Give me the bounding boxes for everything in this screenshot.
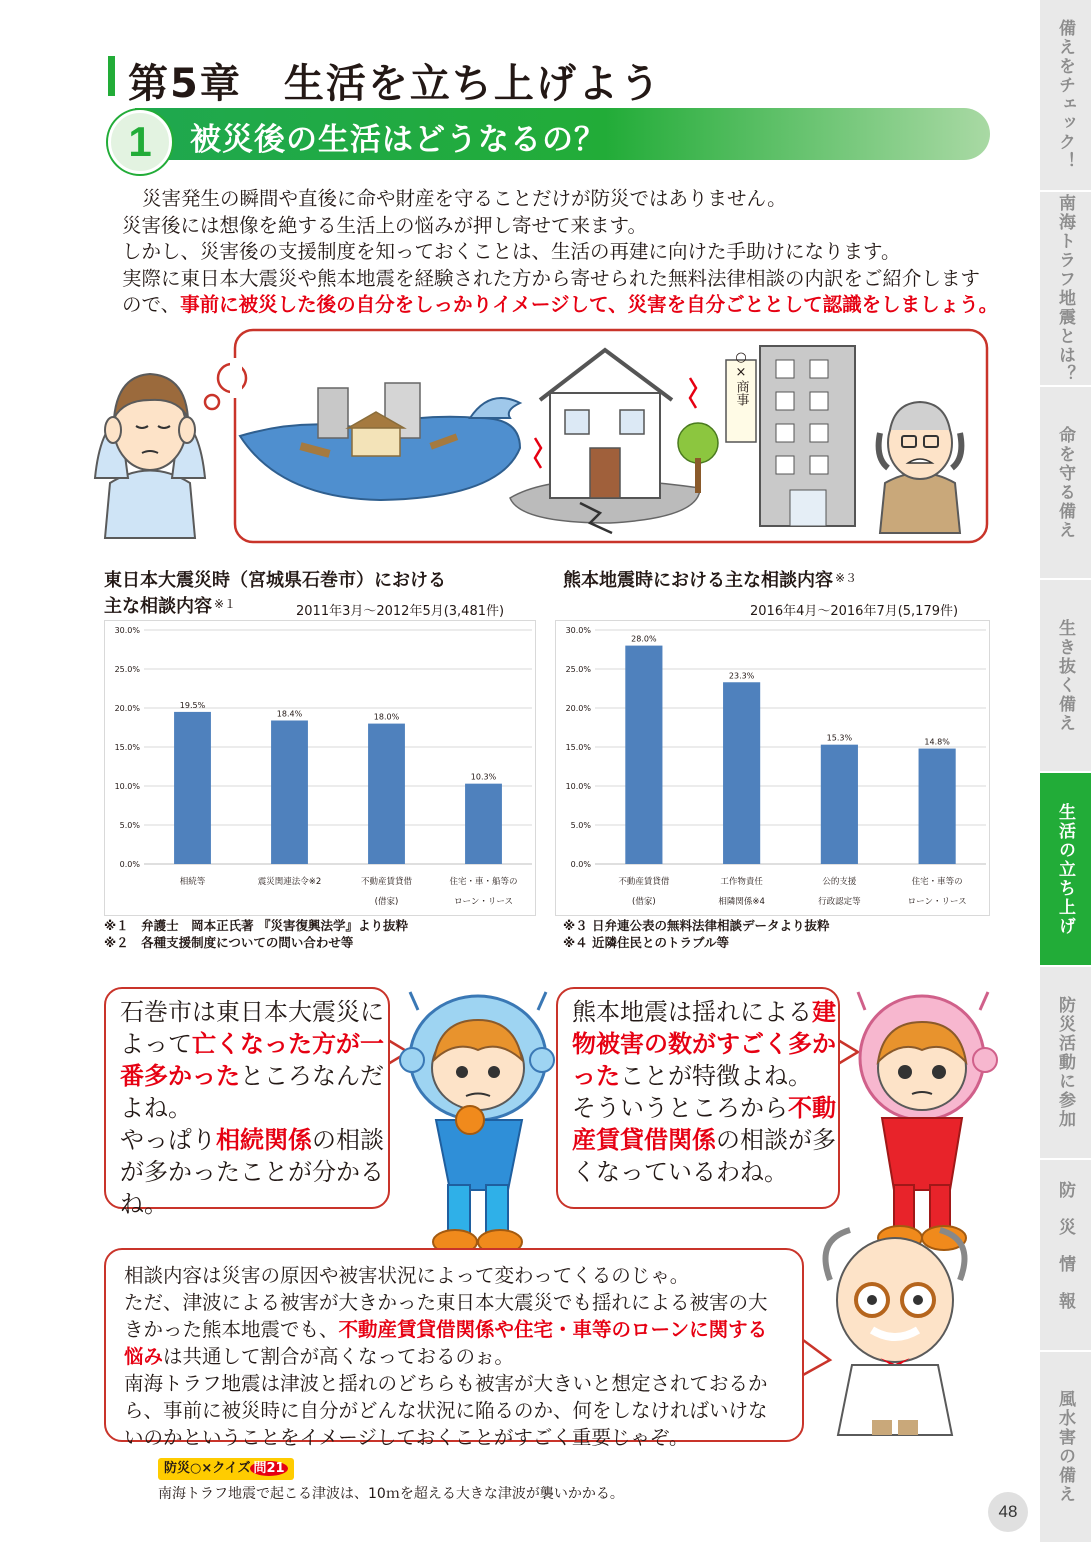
side-tab-information[interactable]: 防災情報 bbox=[1040, 1160, 1091, 1352]
chart1-period: 2011年3月～2012年5月(3,481件) bbox=[296, 604, 505, 619]
page-number: 48 bbox=[988, 1492, 1028, 1532]
x-category-label: 住宅・車等の bbox=[911, 877, 963, 887]
side-tab-activities[interactable]: 防災活動に参加 bbox=[1040, 967, 1091, 1160]
intro-line: 災害後には想像を絶する生活上の悩みが押し寄せて来ます。 bbox=[122, 213, 647, 237]
x-category-label-line2: (借家) bbox=[632, 897, 656, 907]
y-tick-label: 20.0% bbox=[114, 704, 140, 713]
side-tab-check[interactable]: 備えをチェック！ bbox=[1040, 0, 1091, 192]
x-category-label-line2: 行政認定等 bbox=[818, 897, 861, 907]
section-title: 被災後の生活はどうなるの？ bbox=[190, 122, 606, 158]
data-label: 10.3% bbox=[470, 772, 497, 782]
x-category-label: 不動産賃貸借 bbox=[360, 877, 413, 887]
y-tick-label: 15.0% bbox=[565, 743, 591, 752]
data-label: 23.3% bbox=[728, 671, 755, 681]
x-category-label: 不動産賃貸借 bbox=[618, 877, 670, 887]
chart1-title-line2: 主な相談内容 $^{※1}$ bbox=[104, 596, 237, 617]
chapter-accent-bar bbox=[108, 56, 115, 96]
side-index-tabs bbox=[1040, 0, 1091, 1544]
section-number-badge: 1 bbox=[108, 110, 172, 174]
y-tick-label: 20.0% bbox=[565, 704, 591, 713]
data-label: 28.0% bbox=[631, 634, 657, 644]
x-category-label-line2: (借家) bbox=[374, 897, 399, 907]
worried-man-illustration bbox=[95, 374, 205, 538]
footnotes-right bbox=[563, 917, 830, 951]
chart2-bar-chart bbox=[555, 620, 990, 916]
bar bbox=[821, 745, 858, 864]
side-tab-recovery[interactable]: 生活の立ち上げ bbox=[1040, 773, 1091, 967]
bar bbox=[465, 784, 502, 864]
side-tab-survive[interactable]: 生き抜く備え bbox=[1040, 580, 1091, 773]
intro-emphasis: 事前に被災した後の自分をしっかりイメージして、災害を自分ごととして認識をしましょう。 bbox=[180, 293, 999, 316]
quiz-question: 南海トラフ地震で起こる津波は、10ｍを超える大きな津波が襲いかかる。 bbox=[158, 1486, 624, 1502]
bar bbox=[174, 712, 211, 864]
chart2-title: 熊本地震時における主な相談内容 $^{※3}$ bbox=[563, 570, 858, 591]
girl-mascot-illustration bbox=[858, 992, 997, 1250]
x-category-label: 相続等 bbox=[179, 877, 206, 887]
intro-line: しかし、災害後の支援制度を知っておくことは、生活の再建に向けた手助けになります。 bbox=[122, 240, 901, 263]
bar bbox=[919, 749, 956, 864]
professor-illustration bbox=[826, 1230, 965, 1435]
x-category-label: 工作物責任 bbox=[720, 877, 763, 887]
girl-speech-text: 熊本地震は揺れによる建 物被害の数がすごく多か ったことが特徴よね。 そういうところから不動 産賃貸借関係の相談が多 くなっているわね。 bbox=[572, 998, 836, 1186]
intro-line: ので、事前に被災した後の自分をしっかりイメージして、災害を自分ごととして認識をしましょう。 bbox=[122, 293, 999, 316]
data-label: 18.4% bbox=[276, 709, 303, 719]
x-category-label-line2: ローン・リース bbox=[454, 897, 513, 907]
data-label: 14.8% bbox=[924, 737, 950, 747]
footnote: ※１ 弁護士 岡本正氏著 『災害復興法学』より抜粋 bbox=[104, 918, 409, 933]
x-category-label: 震災関連法令※2 bbox=[257, 877, 322, 887]
y-tick-label: 5.0% bbox=[119, 821, 140, 830]
chapter-title: 第5章 生活を立ち上げよう bbox=[128, 61, 662, 107]
side-tab-storm-flood[interactable]: 風水害の備え bbox=[1040, 1352, 1091, 1544]
intro-paragraph bbox=[122, 186, 1002, 319]
chart2-period: 2016年4月～2016年7月(5,179件) bbox=[750, 604, 959, 619]
data-label: 19.5% bbox=[179, 700, 206, 710]
footnote: ※２ 各種支援制度についての問い合わせ等 bbox=[104, 935, 354, 950]
bar bbox=[625, 646, 662, 864]
intro-line: 実際に東日本大震災や熊本地震を経験された方から寄せられた無料法律相談の内訳をご紹介します bbox=[122, 266, 981, 290]
bar bbox=[271, 720, 308, 864]
y-tick-label: 25.0% bbox=[565, 665, 591, 674]
y-tick-label: 25.0% bbox=[114, 665, 140, 674]
y-tick-label: 10.0% bbox=[565, 782, 591, 791]
quiz-label: 防災○×クイズ 問21 bbox=[158, 1458, 294, 1480]
y-tick-label: 30.0% bbox=[565, 626, 591, 635]
company-sign-text: ○×商事 bbox=[733, 350, 749, 406]
y-tick-label: 30.0% bbox=[114, 626, 140, 635]
chart-frame bbox=[105, 621, 536, 916]
intro-line: 災害発生の瞬間や直後に命や財産を守ることだけが防災ではありません。 bbox=[142, 187, 787, 210]
x-category-label: 公的支援 bbox=[822, 877, 857, 887]
side-tab-protect-life[interactable]: 命を守る備え bbox=[1040, 387, 1091, 580]
boy-speech-text: 石巻市は東日本大震災に よって亡くなった方が一 番多かったところなんだ よね。 やっぱり相続関係の相談 が多かったことが分かる ね。 bbox=[120, 998, 384, 1218]
professor-speech-text: 相談内容は災害の原因や被害状況によって変わってくるのじゃ。 ただ、津波による被害が大きかった東日本大震災でも揺れによる被害の大 きかった熊本地震でも、不動産賃貸借関係や住宅・車等のローンに関する 悩みは共通して割合が高くなっておるのぉ。 南海トラフ地震は津波と揺れのどちらも被害が大きいと想定されておるか ら、事前に被災時に自分がどんな状況に陥るのか、何をしなければいけな いのかということをイメージしておくことがすごく重要じゃぞ。 bbox=[124, 1264, 768, 1449]
y-tick-label: 0.0% bbox=[119, 860, 140, 869]
data-label: 15.3% bbox=[826, 733, 853, 743]
side-tab-nankai[interactable]: 南海トラフ地震とは？ bbox=[1040, 192, 1091, 387]
y-tick-label: 0.0% bbox=[570, 860, 591, 869]
data-label: 18.0% bbox=[373, 712, 400, 722]
disaster-illustration bbox=[0, 318, 1000, 548]
footnote: ※４ 近隣住民とのトラブル等 bbox=[563, 935, 730, 950]
y-tick-label: 10.0% bbox=[114, 782, 140, 791]
bar bbox=[368, 724, 405, 864]
x-category-label: 住宅・車・船等の bbox=[449, 877, 518, 887]
footnotes-left bbox=[104, 917, 408, 951]
bar bbox=[723, 682, 760, 864]
x-category-label-line2: ローン・リース bbox=[907, 897, 967, 907]
x-category-label-line2: 相隣関係※4 bbox=[718, 897, 765, 907]
chart1-bar-chart bbox=[104, 620, 536, 916]
chart1-title: 東日本大震災時（宮城県石巻市）における bbox=[104, 570, 446, 591]
boy-mascot-illustration bbox=[400, 992, 554, 1254]
y-tick-label: 15.0% bbox=[114, 743, 140, 752]
footnote: ※３ 日弁連公表の無料法律相談データより抜粋 bbox=[563, 918, 830, 933]
y-tick-label: 5.0% bbox=[570, 821, 591, 830]
